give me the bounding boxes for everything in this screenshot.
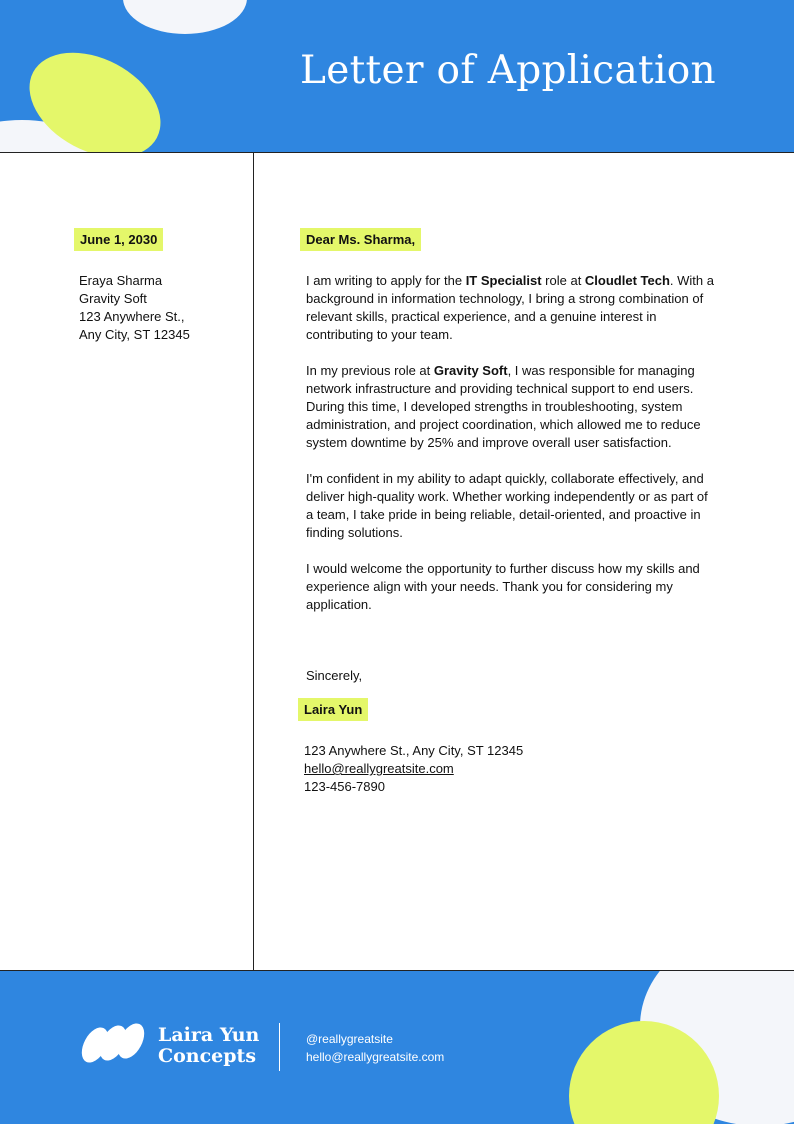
p1-role: IT Specialist xyxy=(465,273,542,288)
recipient-address xyxy=(79,272,190,344)
recipient-street: 123 Anywhere St., xyxy=(79,309,185,324)
sender-address: 123 Anywhere St., Any City, ST 12345 xyxy=(304,743,524,758)
sender-email-link[interactable]: hello@reallygreatsite.com xyxy=(304,761,454,776)
page-title: Letter of Application xyxy=(300,48,716,93)
logo-wordmark xyxy=(158,1025,259,1067)
salutation-badge xyxy=(300,228,421,251)
date-text: June 1, 2030 xyxy=(74,228,163,251)
recipient-city: Any City, ST 12345 xyxy=(79,327,190,342)
recipient-name: Eraya Sharma xyxy=(79,273,163,288)
p2-text-a: In my previous role at xyxy=(306,363,434,378)
p2-text-b: , I was responsible for managing network infrastructure and providing technical support to end users. During this time, I developed strengths in troubleshooting, system administration, and project coordination, which allowed me to reduce system downtime by 25% and improve overall user satisfaction. xyxy=(306,363,701,450)
p1-text-c: . With a background in information technology, I bring a strong combination of relevant skills, practical experience, and a genuine interest in contributing to your team. xyxy=(306,273,714,342)
paragraph-3: I'm confident in my ability to adapt quickly, collaborate effectively, and deliver high-quality work. Whether working independently or as part of a team, I take pride in being reliable, detail-oriented, and proactive in finding solutions. xyxy=(306,471,708,540)
footer-handle[interactable]: @reallygreatsite xyxy=(306,1032,393,1046)
p1-company: Cloudlet Tech xyxy=(584,273,670,288)
white-blob-top xyxy=(123,0,247,34)
p2-company: Gravity Soft xyxy=(433,363,508,378)
date-badge xyxy=(74,228,163,251)
footer-contact xyxy=(306,1030,444,1066)
signer-name: Laira Yun xyxy=(298,698,368,721)
letter-body xyxy=(306,272,718,632)
paragraph-1 xyxy=(306,272,718,344)
footer-email[interactable]: hello@reallygreatsite.com xyxy=(306,1050,445,1064)
sender-phone: 123-456-7890 xyxy=(304,779,385,794)
logo-line-1: Laira Yun xyxy=(158,1024,260,1046)
closing-text: Sincerely, xyxy=(306,668,363,683)
column-divider xyxy=(253,152,254,970)
paragraph-2 xyxy=(306,362,718,452)
sender-contact xyxy=(304,742,523,796)
paragraph-4: I would welcome the opportunity to further discuss how my skills and experience align with your needs. Thank you for considering my application. xyxy=(306,561,700,612)
footer-divider xyxy=(279,1023,280,1071)
header-banner xyxy=(0,0,794,153)
salutation-text: Dear Ms. Sharma, xyxy=(300,228,421,251)
footer-banner xyxy=(0,970,794,1124)
logo-mark-icon xyxy=(80,1021,146,1065)
signer-badge xyxy=(298,698,368,721)
recipient-company: Gravity Soft xyxy=(79,291,147,306)
p1-text-a: I am writing to apply for the xyxy=(306,273,466,288)
p1-text-b: role at xyxy=(541,273,585,288)
logo-line-2: Concepts xyxy=(158,1045,257,1067)
decorative-blobs xyxy=(0,0,260,152)
